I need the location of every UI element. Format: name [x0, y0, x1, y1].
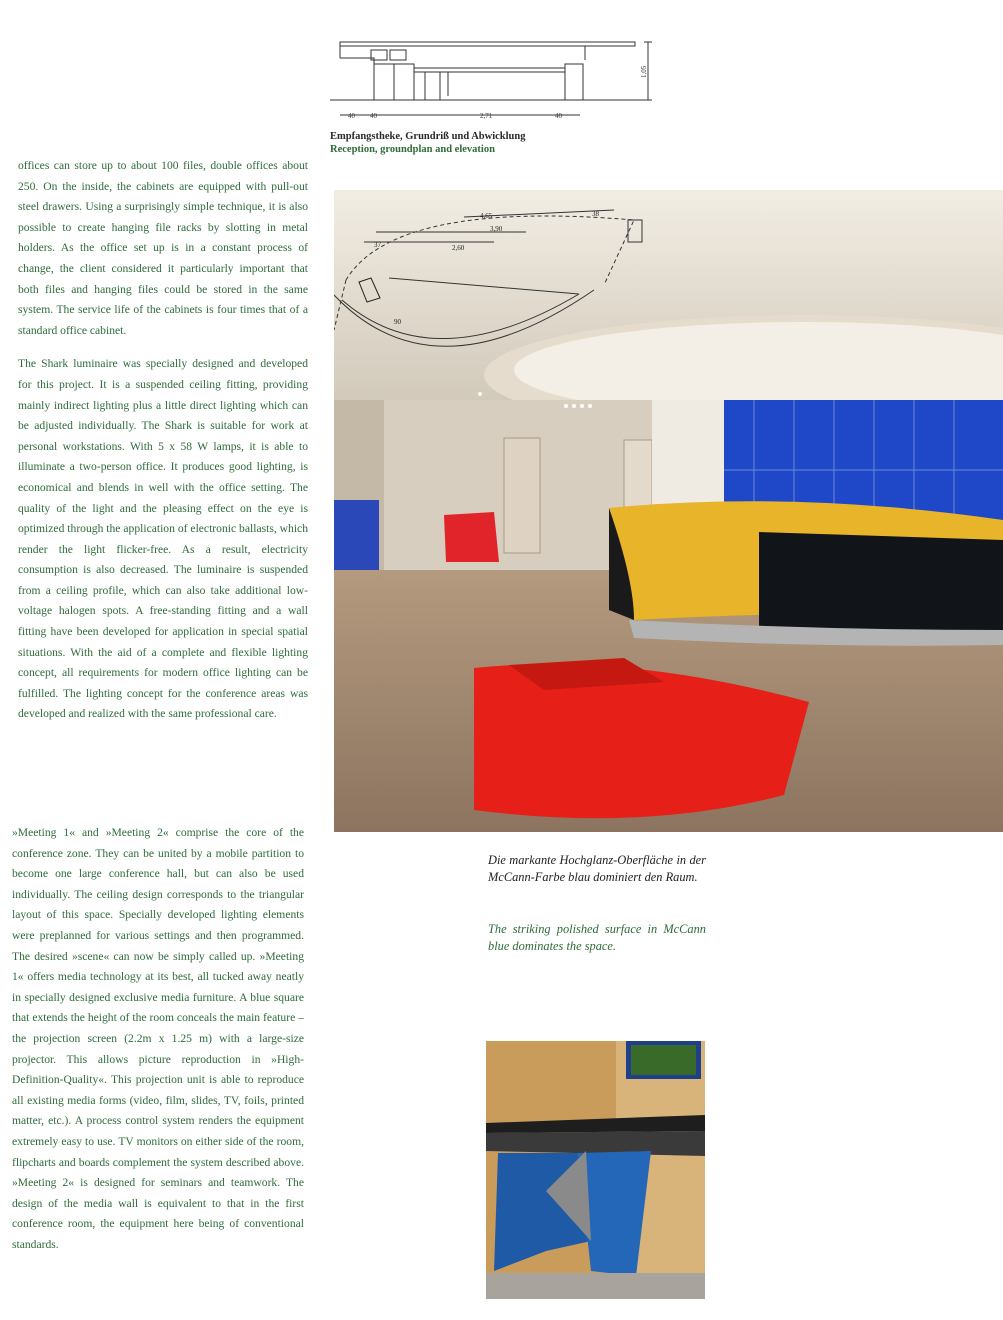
plan-dim-465: 4,65 [480, 212, 493, 220]
plan-dim-37: 37 [374, 241, 381, 249]
text-column-left-bottom [12, 823, 304, 1268]
plan-dim-38: 38 [592, 210, 599, 218]
plan-dim-260: 2,60 [452, 244, 465, 252]
dim-105: 1,05 [640, 65, 648, 78]
dim-40c: 40 [555, 112, 562, 120]
dim-40a: 40 [348, 112, 355, 120]
paragraph: The Shark luminaire was specially designed and developed for this project. It is a suspended ceiling fitting, providing mainly indirect lighting plus a little direct lighting which can be adjusted individually. The Shark is suitable for work at personal workstations. With 5 x 58 W lamps, it is able to illuminate a two-person office. It produces good lighting, is economical and blends in well with the office setting. The quality of the light and the pleasing effect on the eye is optimized through the application of electronic ballasts, which render the light flicker-free. As a result, electricity consumption is also decreased. The luminaire is suspended from a ceiling profile, which can also take additional low-voltage halogen spots. A free-standing fitting and a wall fitting have been developed for application in special spatial situations. With the aid of a complete and flexible lighting concept, all requirements for modern office lighting can be fulfilled. The lighting concept for the conference areas was developed and realized with the same professional care. [18, 357, 308, 721]
text-column-left [18, 156, 308, 738]
drawing-caption-en: Reception, groundplan and elevation [330, 144, 495, 155]
dim-40b: 40 [370, 112, 377, 120]
counter-detail-photo [486, 1041, 705, 1299]
drawing-caption-de: Empfangstheke, Grundriß und Abwicklung [330, 131, 526, 142]
plan-dim-390: 3,90 [490, 225, 503, 233]
drawing-caption [330, 130, 525, 156]
reception-elevation-drawing [330, 38, 660, 130]
plan-dim-90: 90 [394, 318, 401, 326]
photo-caption-en: The striking polished surface in McCann blue dominates the space. [488, 922, 706, 953]
dim-271: 2,71 [480, 112, 493, 120]
paragraph: »Meeting 1« and »Meeting 2« comprise the core of the conference zone. They can be united by a mobile partition to become one large conference hall, but can also be used individually. The ceiling design corresponds to the triangular layout of this space. Specially developed lighting elements were preplanned for various settings and then programmed. The desired »scene« can now be simply called up. »Meeting 1« offers media technology at its best, all tucked away neatly in specially designed exclusive media furniture. A blue square that extends the height of the room conceals the main feature – the projection screen (2.2m x 1.25 m) with a large-size projector. This allows picture reproduction in »High-Definition-Quality«. This projection unit is able to reproduce all existing media forms (video, film, slides, TV, foils, printed matter, etc.). A process control system renders the equipment extremely easy to use. TV monitors on either side of the room, flipcharts and boards complement the system described above. »Meeting 2« is designed for seminars and teamwork. The design of the media wall is equivalent to that in the first conference room, the equipment here being of conventional standards. [12, 826, 304, 1251]
paragraph: offices can store up to about 100 files, double offices about 250. On the inside, the cabinets are equipped with pull-out steel drawers. Using a surprisingly simple technique, it is also possible to create hanging file racks by slotting in metal holders. As the office set up is in a constant process of change, the client considered it particularly important that both files and hanging files could be stored in the same system. The service life of the cabinets is four times that of a standard office cabinet. [18, 159, 308, 337]
reception-photo [334, 190, 1003, 832]
photo-caption-de: Die markante Hochglanz-Oberfläche in der McCann-Farbe blau dominiert den Raum. [488, 853, 706, 884]
